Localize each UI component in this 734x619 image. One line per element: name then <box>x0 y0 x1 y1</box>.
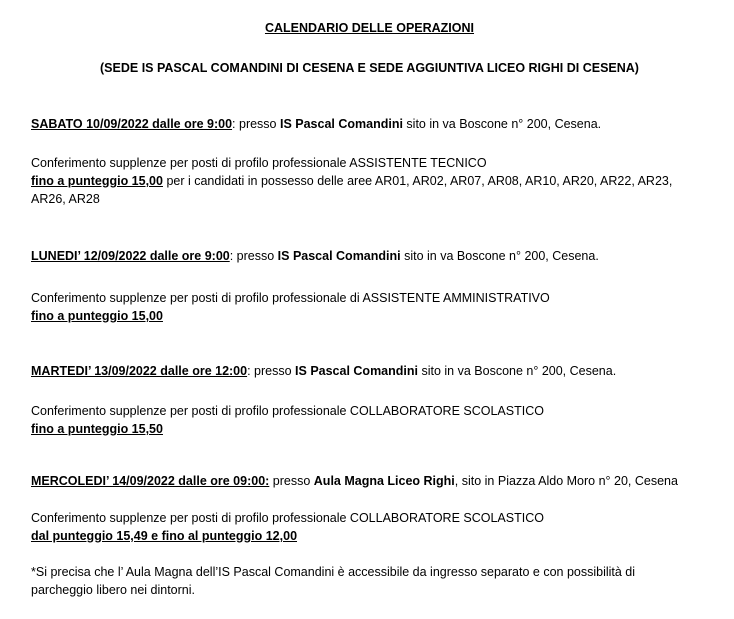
schedule-details-3 <box>31 402 721 438</box>
schedule-address-1: sito in va Boscone n° 200, Cesena. <box>402 117 602 131</box>
schedule-address-2: sito in va Boscone n° 200, Cesena. <box>400 249 599 263</box>
schedule-desc-3: Conferimento supplenze per posti di profilo professionale COLLABORATORE SCOLASTICO <box>31 404 544 418</box>
schedule-limit-2: fino a punteggio 15,00 <box>31 309 163 323</box>
document-title: CALENDARIO DELLE OPERAZIONI <box>264 21 475 35</box>
schedule-date-4: MERCOLEDI’ 14/09/2022 dalle ore 09:00: <box>31 474 270 488</box>
schedule-desc-4: Conferimento supplenze per posti di profilo professionale COLLABORATORE SCOLASTICO <box>31 511 544 525</box>
schedule-address-4: , sito in Piazza Aldo Moro n° 20, Cesena <box>454 474 678 488</box>
schedule-heading-1 <box>31 115 721 133</box>
schedule-sep-3: : presso <box>247 364 296 378</box>
schedule-heading-3 <box>31 362 721 380</box>
schedule-details-1 <box>31 154 706 208</box>
schedule-extra-1: per i candidati in possesso delle aree AR01, AR02, AR07, AR08, AR10, AR20, AR22, AR23, AR26, AR28 <box>31 174 673 206</box>
schedule-sep-2: : presso <box>229 249 278 263</box>
schedule-venue-2: IS Pascal Comandini <box>277 249 401 263</box>
schedule-address-3: sito in va Boscone n° 200, Cesena. <box>418 364 617 378</box>
document-subtitle: (SEDE IS PASCAL COMANDINI DI CESENA E SEDE AGGIUNTIVA LICEO RIGHI DI CESENA) <box>100 61 639 75</box>
schedule-details-4 <box>31 509 721 545</box>
schedule-sep-4: presso <box>269 474 314 488</box>
schedule-heading-2 <box>31 247 721 265</box>
schedule-date-1: SABATO 10/09/2022 dalle ore 9:00 <box>31 117 233 131</box>
schedule-sep-1: : presso <box>232 117 280 131</box>
schedule-limit-4: dal punteggio 15,49 e fino al punteggio 12,00 <box>31 529 298 543</box>
schedule-date-2: LUNEDI’ 12/09/2022 dalle ore 9:00 <box>31 249 230 263</box>
schedule-venue-1: IS Pascal Comandini <box>279 117 403 131</box>
schedule-limit-3: fino a punteggio 15,50 <box>31 422 163 436</box>
schedule-venue-3: IS Pascal Comandini <box>295 364 418 378</box>
schedule-venue-4: Aula Magna Liceo Righi <box>313 474 455 488</box>
schedule-limit-1: fino a punteggio 15,00 <box>31 174 163 188</box>
schedule-heading-4 <box>31 472 721 490</box>
schedule-desc-2: Conferimento supplenze per posti di profilo professionale di ASSISTENTE AMMINISTRATIVO <box>31 291 550 305</box>
footnote: *Si precisa che l’ Aula Magna dell’IS Pascal Comandini è accessibile da ingresso separato e con possibilità di parcheggio libero nei dintorni. <box>31 565 636 597</box>
schedule-desc-1: Conferimento supplenze per posti di profilo professionale ASSISTENTE TECNICO <box>31 156 487 170</box>
schedule-date-3: MARTEDI’ 13/09/2022 dalle ore 12:00 <box>31 364 248 378</box>
schedule-details-2 <box>31 289 721 325</box>
